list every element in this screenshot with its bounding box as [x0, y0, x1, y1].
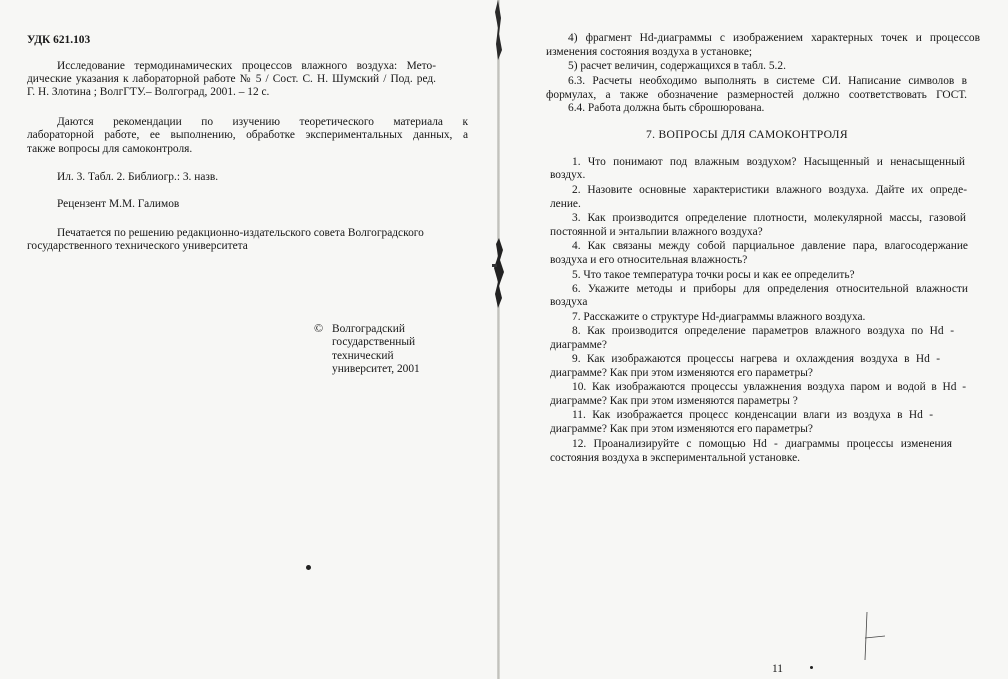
requirements-line: изменения состояния воздуха в установке;: [546, 46, 753, 58]
requirements-line: 4) фрагмент Hd-диаграммы с изображением характерных точек и процессов: [568, 32, 980, 44]
reviewer: Рецензент М.М. Галимов: [57, 198, 180, 210]
copyright-line: технический: [332, 350, 394, 362]
abstract-line: лабораторной работе, ее выполнению, обработке экспериментальных данных, а: [27, 129, 468, 141]
bibliography-line: дические указания к лабораторной работе № 5 / Сост. С. Н. Шумский / Под. ред.: [27, 73, 436, 85]
question-line: диаграмме?: [550, 339, 607, 351]
question-line: 11. Как изображается процесс конденсации влаги из воздуха в Hd -: [572, 409, 933, 421]
question-line: постоянной и энтальпии влажного воздуха?: [550, 226, 763, 238]
abstract-line: также вопросы для самоконтроля.: [27, 143, 193, 155]
page-number: 11: [772, 663, 783, 675]
udc-code: УДК 621.103: [27, 34, 91, 46]
speck-mark: [810, 666, 813, 669]
bibliography-line: Г. Н. Злотина ; ВолгГТУ.– Волгоград, 2001. – 12 с.: [27, 86, 270, 98]
illustrations-note: Ил. 3. Табл. 2. Библиогр.: 3. назв.: [57, 171, 219, 183]
copyright-symbol: ©: [314, 321, 324, 335]
requirements-line: формулах, а также обозначение размерностей должно соответствовать ГОСТ.: [546, 89, 967, 101]
question-line: 8. Как производится определение параметров влажного воздуха по Hd -: [572, 325, 954, 337]
requirements-line: 6.3. Расчеты необходимо выполнять в системе СИ. Написание символов в: [568, 75, 967, 87]
question-line: ление.: [550, 198, 581, 210]
left-page: [0, 0, 498, 679]
question-line: 10. Как изображаются процессы увлажнения воздуха паром и водой в Hd -: [572, 381, 966, 393]
scratch-mark: [855, 610, 895, 665]
bibliography-line: Исследование термодинамических процессов влажного воздуха: Мето-: [57, 60, 436, 72]
section-title: 7. ВОПРОСЫ ДЛЯ САМОКОНТРОЛЯ: [646, 128, 848, 141]
question-line: 6. Укажите методы и приборы для определения относительной влажности: [572, 283, 968, 295]
question-line: 5. Что такое температура точки росы и как ее определить?: [572, 269, 855, 281]
question-line: 12. Проанализируйте с помощью Hd - диаграммы процессы изменения: [572, 438, 952, 450]
abstract-line: Даются рекомендации по изучению теоретического материала к: [57, 116, 468, 128]
question-line: 1. Что понимают под влажным воздухом? Насыщенный и ненасыщенный: [572, 156, 965, 168]
right-page: [500, 0, 1008, 679]
copyright-line: государственный: [332, 336, 416, 348]
question-line: 2. Назовите основные характеристики влажного воздуха. Дайте их опреде-: [572, 184, 967, 196]
question-line: диаграмме? Как при этом изменяются его параметры?: [550, 423, 813, 435]
copyright-line: университет, 2001: [332, 363, 420, 375]
question-line: состояния воздуха в экспериментальной установке.: [550, 452, 800, 464]
question-line: 9. Как изображаются процессы нагрева и охлаждения воздуха в Hd -: [572, 353, 940, 365]
question-line: диаграмме? Как при этом изменяются параметры ?: [550, 395, 798, 407]
speck-mark: [306, 565, 311, 570]
question-line: воздух.: [550, 169, 586, 181]
question-line: диаграмме? Как при этом изменяются его параметры?: [550, 367, 813, 379]
requirements-line: 5) расчет величин, содержащихся в табл. 5.2.: [568, 60, 786, 72]
question-line: воздуха: [550, 296, 588, 308]
question-line: воздуха и его относительная влажность?: [550, 254, 748, 266]
question-line: 3. Как производится определение плотности, молекулярной массы, газовой: [572, 212, 966, 224]
question-line: 7. Расскажите о структуре Hd-диаграммы влажного воздуха.: [572, 311, 866, 323]
question-line: 4. Как связаны между собой парциальное давление пара, влагосодержание: [572, 240, 968, 252]
copyright-line: Волгоградский: [332, 323, 405, 335]
printed-by-line: государственного технического университета: [27, 240, 248, 252]
printed-by-line: Печатается по решению редакционно-издательского совета Волгоградского: [57, 227, 424, 239]
requirements-line: 6.4. Работа должна быть сброшюрована.: [568, 102, 765, 114]
